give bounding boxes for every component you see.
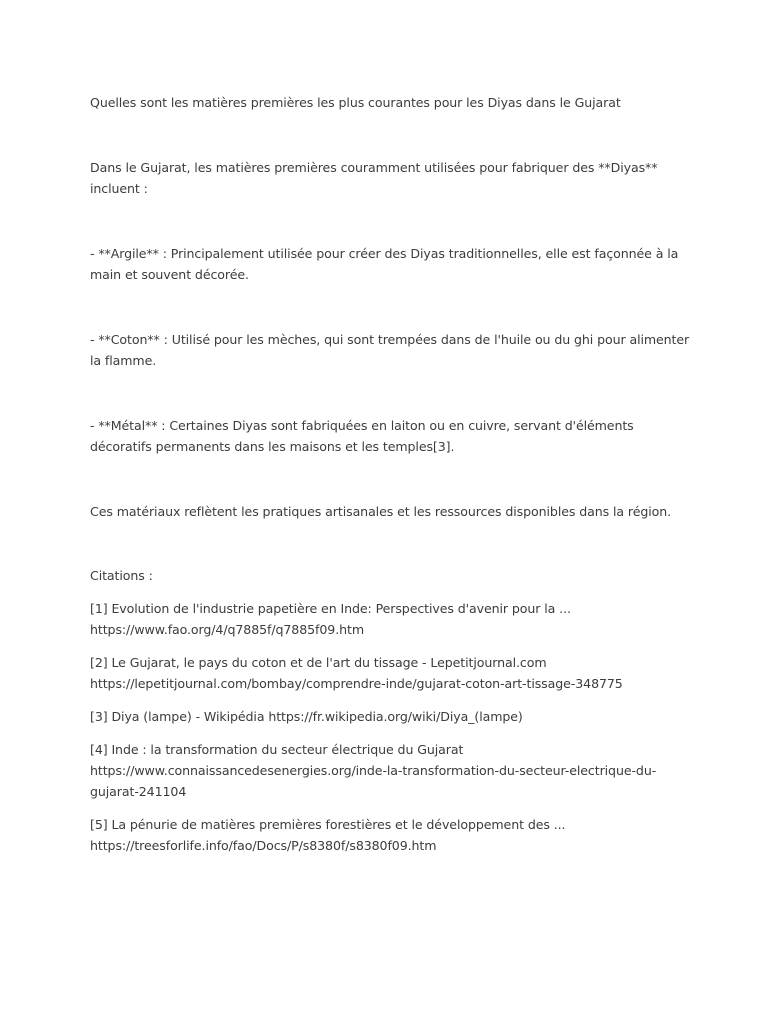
- citation-url: https://www.connaissancedesenergies.org/inde-la-transformation-du-secteur-electrique-du-gujarat-241104: [90, 763, 657, 799]
- intro-paragraph: Dans le Gujarat, les matières premières couramment utilisées pour fabriquer des **Diyas** incluent :: [90, 160, 658, 196]
- citation-item: [90, 598, 690, 640]
- citation-url: https://www.fao.org/4/q7885f/q7885f09.htm: [90, 622, 364, 637]
- citation-url: https://lepetitjournal.com/bombay/comprendre-inde/gujarat-coton-art-tissage-348775: [90, 676, 623, 691]
- citation-text: [5] La pénurie de matières premières forestières et le développement des ...: [90, 817, 566, 832]
- bullet-metal: - **Métal** : Certaines Diyas sont fabriquées en laiton ou en cuivre, servant d'éléments décoratifs permanents dans les maisons et les temples[3].: [90, 418, 634, 454]
- bullet-argile: - **Argile** : Principalement utilisée pour créer des Diyas traditionnelles, elle est façonnée à la main et souvent décorée.: [90, 246, 679, 282]
- citation-item: [90, 652, 690, 694]
- citation-text: [2] Le Gujarat, le pays du coton et de l'art du tissage - Lepetitjournal.com: [90, 655, 547, 670]
- citations-heading: Citations :: [90, 568, 153, 583]
- citation-item: [90, 814, 690, 856]
- citation-text: [4] Inde : la transformation du secteur électrique du Gujarat: [90, 742, 464, 757]
- citation-text: [3] Diya (lampe) - Wikipédia https://fr.wikipedia.org/wiki/Diya_(lampe): [90, 709, 523, 724]
- citation-item: [90, 706, 690, 727]
- citation-item: [90, 739, 690, 802]
- document-title: Quelles sont les matières premières les plus courantes pour les Diyas dans le Gujarat: [90, 95, 621, 110]
- bullet-coton: - **Coton** : Utilisé pour les mèches, qui sont trempées dans de l'huile ou du ghi pour alimenter la flamme.: [90, 332, 690, 368]
- citation-url: https://treesforlife.info/fao/Docs/P/s8380f/s8380f09.htm: [90, 838, 437, 853]
- citation-text: [1] Evolution de l'industrie papetière en Inde: Perspectives d'avenir pour la ...: [90, 601, 571, 616]
- conclusion-paragraph: Ces matériaux reflètent les pratiques artisanales et les ressources disponibles dans la région.: [90, 504, 672, 519]
- document-page: [90, 92, 690, 868]
